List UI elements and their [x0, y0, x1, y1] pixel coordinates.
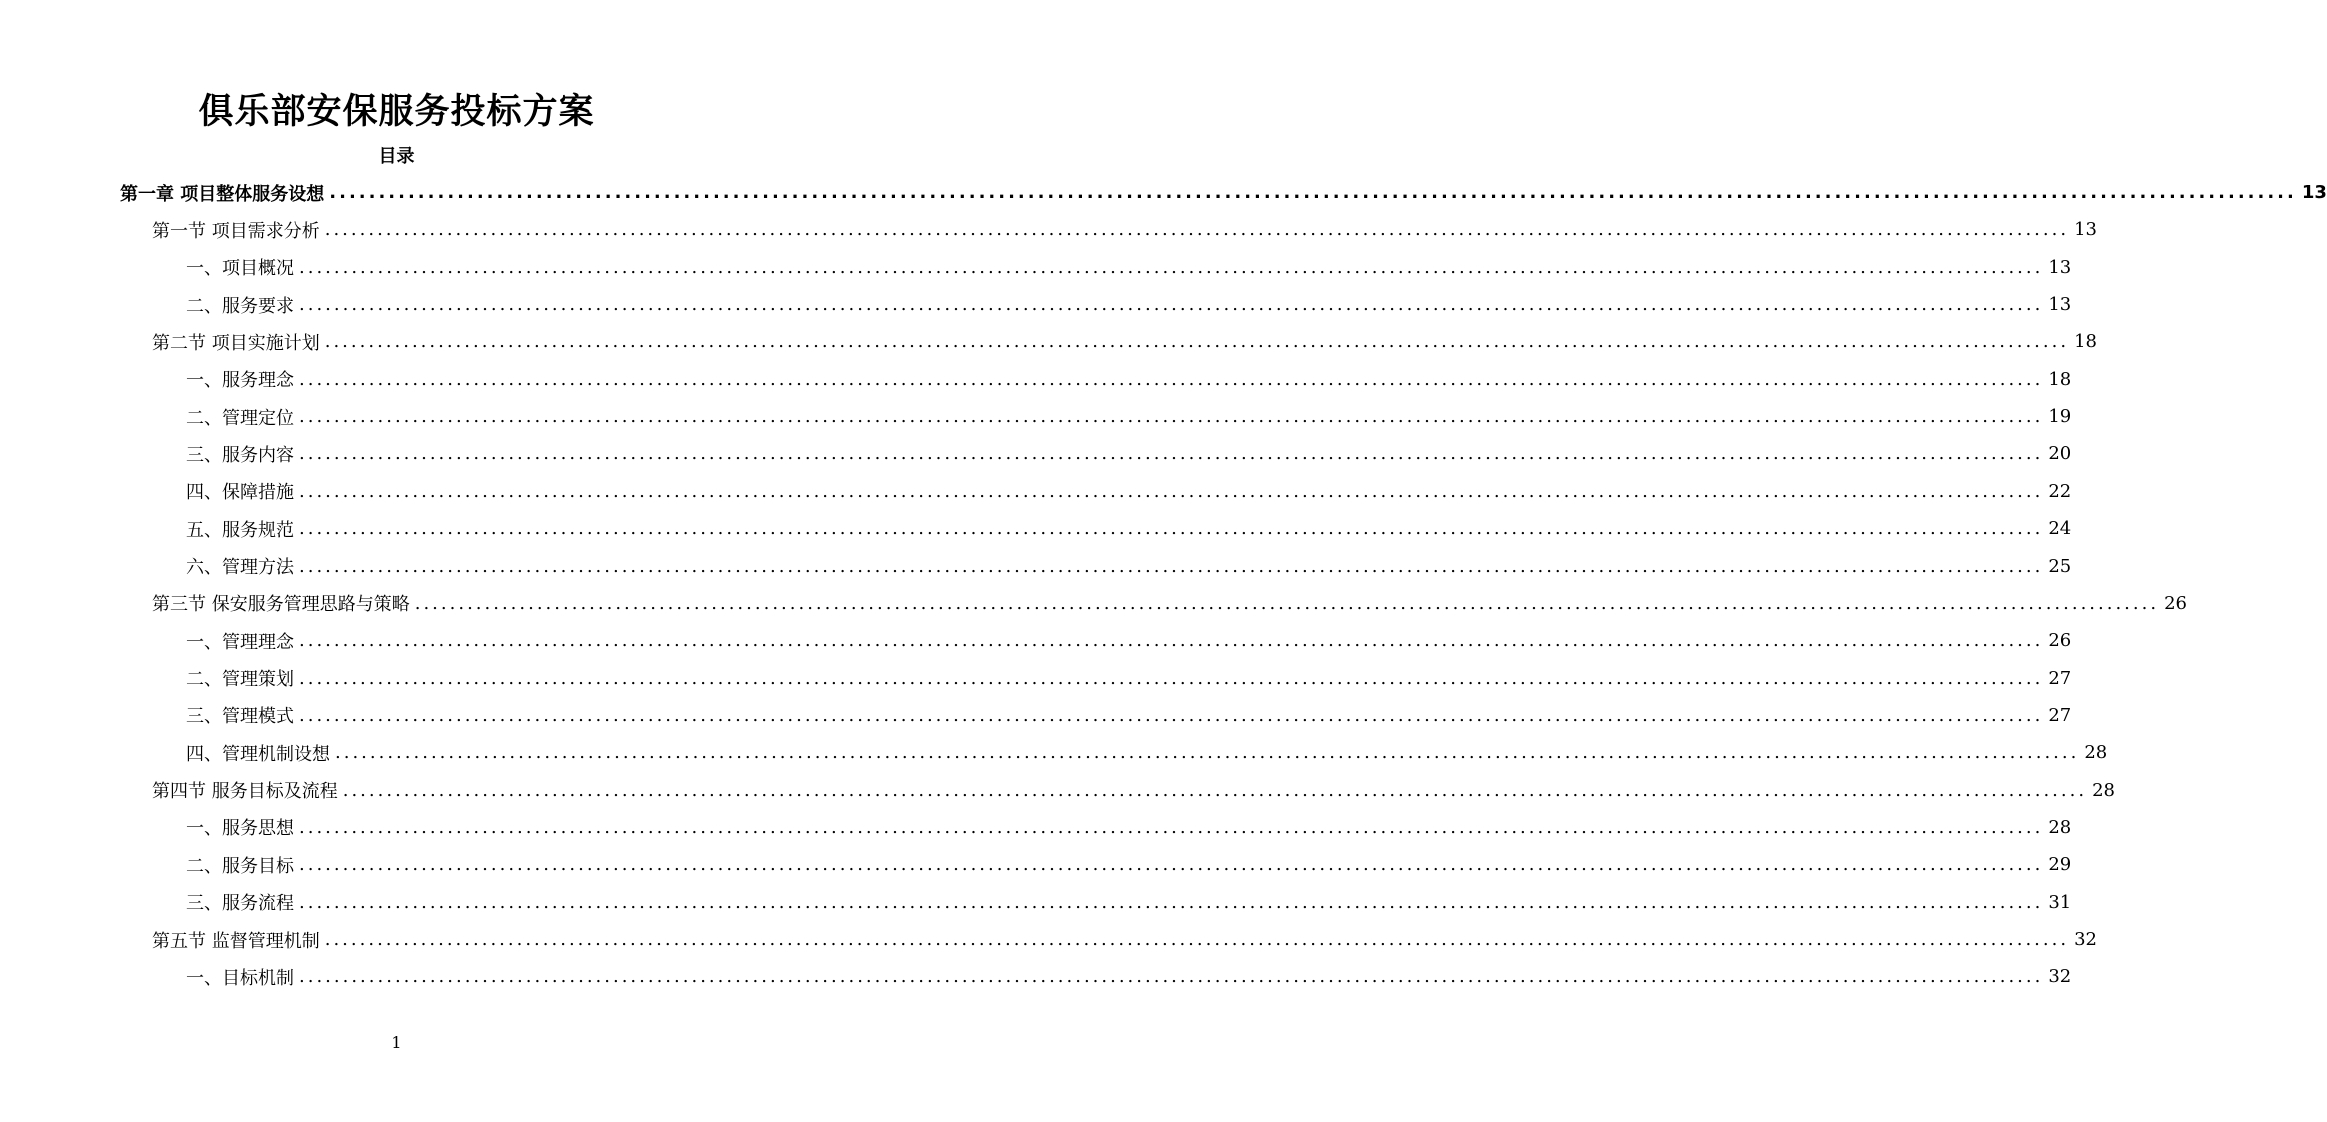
toc-page-number: 13: [2048, 256, 2072, 278]
toc-page-number: 26: [2048, 630, 2072, 652]
toc-leader-dots: ........................................................................................................................................................................................................: [324, 331, 2070, 353]
toc-subsection-entry[interactable]: [186, 286, 2072, 323]
toc-entry-label: 二、服务要求: [186, 295, 294, 317]
toc-page-number: 31: [2048, 891, 2072, 913]
toc-leader-dots: ........................................................................................................................................................................................................: [299, 406, 2044, 428]
toc-subsection-entry[interactable]: [186, 622, 2072, 659]
toc-entry-label: 一、服务思想: [186, 818, 294, 840]
toc-entry-label: 六、管理方法: [186, 557, 294, 578]
toc-page-number: 32: [2048, 966, 2072, 988]
toc-page-number: 29: [2048, 854, 2072, 876]
toc-page-number: 18: [2074, 331, 2097, 353]
toc-entry-label: 第二节 项目实施计划: [152, 332, 320, 354]
toc-section-entry[interactable]: [152, 921, 2097, 958]
toc-leader-dots: ........................................................................................................................................................................................................: [299, 667, 2044, 689]
toc-subsection-entry[interactable]: [186, 884, 2072, 921]
toc-page-number: 19: [2048, 406, 2072, 428]
toc-page-number: 28: [2048, 816, 2072, 838]
toc-leader-dots: ........................................................................................................................................................................................................: [299, 854, 2044, 876]
toc-page-number: 26: [2164, 592, 2187, 614]
toc-entry-label: 第一章 项目整体服务设想: [120, 183, 325, 205]
toc-leader-dots: ........................................................................................................................................................................................................: [324, 219, 2070, 241]
toc-subsection-entry[interactable]: [186, 510, 2072, 547]
toc-leader-dots: ........................................................................................................................................................................................................: [299, 294, 2044, 316]
toc-entry-label: 第五节 监督管理机制: [152, 930, 320, 952]
toc-subsection-entry[interactable]: [186, 958, 2072, 995]
toc-subsection-entry[interactable]: [186, 435, 2072, 472]
toc-page-number: 18: [2048, 368, 2072, 390]
toc-subsection-entry[interactable]: [186, 398, 2072, 435]
toc-leader-dots: ........................................................................................................................................................................................................: [299, 816, 2044, 838]
toc-section-entry[interactable]: [152, 323, 2097, 360]
toc-entry-label: 一、管理理念: [186, 631, 294, 653]
toc-leader-dots: ........................................................................................................................................................................................................: [299, 518, 2044, 540]
toc-section-entry[interactable]: [152, 772, 2115, 809]
toc-page-number: 25: [2048, 555, 2072, 577]
toc-subsection-entry[interactable]: [186, 697, 2072, 734]
page-number: 1: [391, 1033, 402, 1052]
toc-page-number: 13: [2048, 294, 2072, 316]
toc-page-number: 22: [2048, 480, 2072, 502]
toc-page-number: 28: [2084, 742, 2108, 764]
toc-leader-dots: ........................................................................................................................................................................................................: [414, 592, 2160, 614]
toc-leader-dots: ........................................................................................................................................................................................................: [335, 742, 2080, 764]
toc-entry-label: 第三节 保安服务管理思路与策略: [152, 594, 410, 616]
toc-leader-dots: ........................................................................................................................................................................................................: [342, 779, 2088, 801]
toc-leader-dots: ........................................................................................................................................................................................................: [299, 630, 2044, 652]
toc-entry-label: 三、管理模式: [186, 706, 294, 728]
toc-page-number: 20: [2048, 443, 2072, 465]
toc-leader-dots: ........................................................................................................................................................................................................: [299, 891, 2044, 913]
toc-leader-dots: ........................................................................................................................................................................................................: [299, 555, 2044, 577]
toc-subsection-entry[interactable]: [186, 249, 2072, 286]
toc-page-number: 32: [2074, 929, 2097, 950]
toc-entry-label: 三、服务内容: [186, 444, 294, 466]
toc-page-number: 27: [2048, 667, 2072, 689]
toc-leader-dots: ........................................................................................................................................................................................................: [324, 929, 2070, 950]
toc-entry-label: 第四节 服务目标及流程: [152, 781, 338, 803]
document-title: 俱乐部安保服务投标方案: [198, 92, 595, 132]
toc-section-entry[interactable]: [152, 211, 2097, 248]
toc-page-number: 24: [2048, 518, 2072, 540]
toc-entry-label: 一、目标机制: [186, 967, 294, 989]
toc-subsection-entry[interactable]: [186, 660, 2072, 697]
toc-subsection-entry[interactable]: [186, 734, 2108, 771]
toc-leader-dots: ........................................................................................................................................................................................................: [299, 480, 2044, 502]
toc-subsection-entry[interactable]: [186, 809, 2072, 846]
toc-leader-dots: ........................................................................................................................................................................................................: [299, 966, 2044, 988]
toc-leader-dots: ........................................................................................................................................................................................................: [299, 368, 2044, 390]
toc-leader-dots: ........................................................................................................................................................................................................: [299, 443, 2044, 465]
toc-subsection-entry[interactable]: [186, 846, 2072, 883]
toc-page-number: 27: [2048, 704, 2072, 726]
toc-entry-label: 三、服务流程: [186, 893, 294, 915]
toc-entry-label: 五、服务规范: [186, 519, 294, 541]
toc-entry-label: 一、服务理念: [186, 370, 294, 392]
toc-subsection-entry[interactable]: [186, 361, 2072, 398]
toc-entry-label: 二、服务目标: [186, 855, 294, 877]
toc-page-number: 28: [2092, 779, 2115, 801]
toc-entry-label: 四、管理机制设想: [186, 743, 330, 765]
toc-leader-dots: ........................................................................................................................................................................................................: [299, 704, 2044, 726]
toc-entry-label: 二、管理策划: [186, 669, 294, 691]
toc-entry-label: 第一节 项目需求分析: [152, 220, 320, 242]
toc-leader-dots: ........................................................................................................................................................................................................: [299, 256, 2044, 278]
toc-entry-label: 四、保障措施: [186, 482, 294, 504]
toc-heading: 目录: [378, 146, 415, 167]
toc-page-number: 13: [2301, 182, 2327, 203]
toc-leader-dots: ........................................................................................................................................................................................................: [329, 182, 2297, 203]
toc-entry-label: 二、管理定位: [186, 407, 294, 429]
toc-subsection-entry[interactable]: [186, 473, 2072, 510]
toc-entry-label: 一、项目概况: [186, 258, 294, 280]
toc-subsection-entry[interactable]: [186, 548, 2072, 585]
toc-section-entry[interactable]: [152, 585, 2187, 622]
toc-chapter-entry[interactable]: [120, 174, 2327, 211]
toc-page-number: 13: [2074, 219, 2097, 241]
